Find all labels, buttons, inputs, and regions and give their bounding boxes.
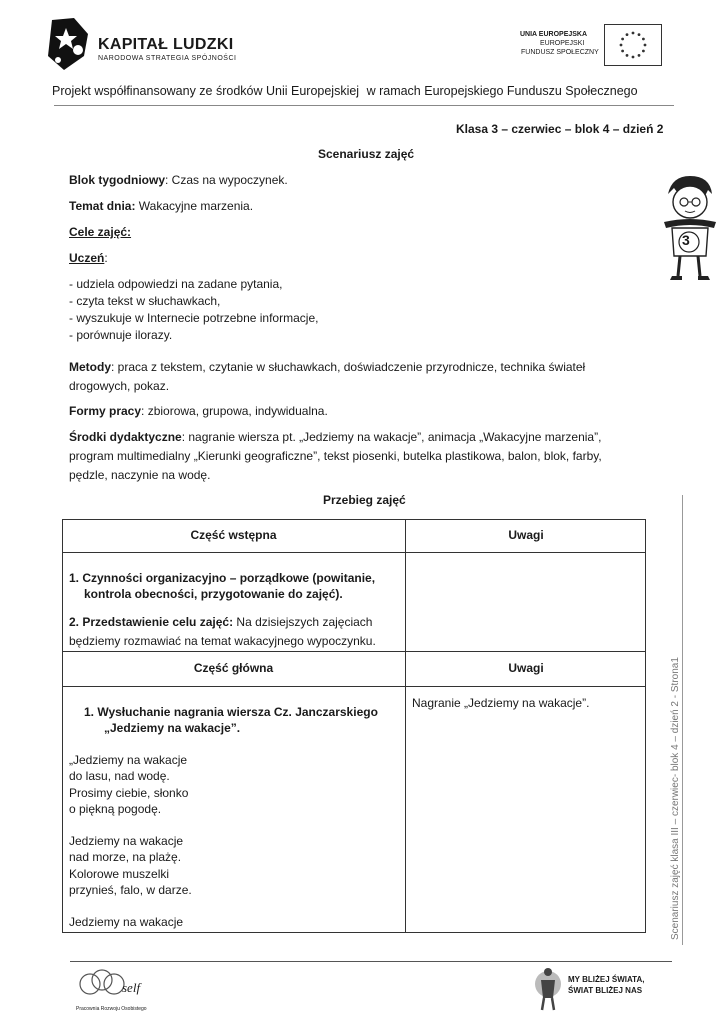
main-note: Nagranie „Jedziemy na wakacje”.	[412, 696, 590, 710]
item1-line1: 1. Czynności organizacyjno – porządkowe (powitanie,	[69, 571, 376, 585]
table-row-divider	[62, 552, 646, 553]
poem-line: Kolorowe muszelki	[69, 866, 170, 881]
blok-label: Blok tygodniowy	[69, 173, 165, 187]
poem-line: Jedziemy na wakacje	[69, 834, 184, 849]
uczen	[69, 250, 108, 267]
srodki-line3: pędzle, naczynie na wodę.	[69, 468, 211, 482]
class-line: Klasa 3 – czerwiec – blok 4 – dzień 2	[456, 122, 664, 136]
blok-tygodniowy	[69, 172, 288, 189]
metody-line1: : praca z tekstem, czytanie w słuchawkach, doświadczenie przyrodnicze, technika świateł	[111, 360, 586, 374]
poem	[69, 752, 192, 931]
temat-value: Wakacyjne marzenia.	[135, 199, 254, 213]
formy-value: : zbiorowa, grupowa, indywidualna.	[141, 404, 328, 418]
kapital-ludzki-emblem-icon	[44, 16, 94, 72]
formy-pracy	[69, 403, 328, 420]
header-uwagi-2: Uwagi	[508, 661, 544, 675]
poem-line: Prosimy ciebie, słonko	[69, 785, 189, 800]
side-rule	[682, 495, 683, 945]
poem-line: przynieś, falo, w darze.	[69, 883, 192, 898]
mascot-number: 3	[682, 232, 690, 248]
self-logo-sub: Pracownia Rozwoju Osobistego	[76, 1006, 147, 1012]
eu-label-fund: FUNDUSZ SPOŁECZNY	[521, 49, 599, 56]
globe-person-icon	[533, 964, 563, 1012]
poem-line: do lasu, nad wodę.	[69, 769, 170, 784]
side-footer-text: Scenariusz zajęć klasa III – czerwiec- blok 4 – dzień 2 - Strona1	[670, 657, 681, 940]
header-divider	[54, 105, 674, 106]
srodki-line1: : nagranie wiersza pt. „Jedziemy na wakacje”, animacja „Wakacyjne marzenia”,	[181, 430, 602, 444]
cele-item: - wyszukuje w Internecie potrzebne informacje,	[69, 311, 319, 325]
cele-item: - udziela odpowiedzi na zadane pytania,	[69, 277, 283, 291]
kapital-ludzki-title: KAPITAŁ LUDZKI	[98, 36, 234, 53]
table-column-divider	[405, 519, 406, 933]
poem-line: „Jedziemy na wakacje	[69, 753, 188, 767]
metody-label: Metody	[69, 360, 111, 374]
temat-dnia	[69, 198, 253, 215]
main1-line2: „Jedziemy na wakacje”.	[104, 721, 241, 735]
item2-text1: Na dzisiejszych zajęciach	[233, 615, 373, 629]
poem-line	[69, 817, 192, 833]
item2-text2: będziemy rozmawiać na temat wakacyjnego wypoczynku.	[69, 634, 376, 648]
cele-list	[69, 276, 318, 344]
header-uwagi-1: Uwagi	[508, 528, 544, 542]
kapital-ludzki-subtitle: NARODOWA STRATEGIA SPÓJNOŚCI	[98, 55, 237, 62]
footer-divider	[70, 961, 672, 962]
cele-item: - porównuje ilorazy.	[69, 328, 173, 342]
self-logo	[76, 966, 156, 1014]
poem-line: o piękną pogodę.	[69, 801, 162, 816]
cele-item: - czyta tekst w słuchawkach,	[69, 294, 221, 308]
main1-line1: 1. Wysłuchanie nagrania wiersza Cz. Janczarskiego	[84, 705, 378, 719]
eu-label-european: EUROPEJSKI	[540, 40, 585, 47]
eu-flag-icon	[604, 24, 662, 66]
blok-value: : Czas na wypoczynek.	[165, 173, 288, 187]
srodki-line2: program multimedialny „Kierunki geograficzne”, tekst piosenki, butelka plastikowa, balon, blok, farby,	[69, 449, 602, 463]
temat-label: Temat dnia:	[69, 199, 136, 213]
cele-label: Cele zajęć:	[69, 225, 132, 239]
table-row-divider	[62, 651, 646, 652]
globe-logo	[533, 964, 563, 1012]
header-czesc-glowna: Część główna	[193, 661, 274, 675]
header-czesc-wstepna: Część wstępna	[190, 528, 277, 542]
mascot-illustration	[658, 172, 720, 282]
mascot-boy-icon	[658, 172, 720, 282]
formy-label: Formy pracy	[69, 404, 142, 418]
uczen-colon: :	[104, 251, 108, 265]
project-funding-line	[52, 84, 638, 98]
slogan-line1: MY BLIŻEJ ŚWIATA,	[568, 975, 645, 984]
uczen-label: Uczeń	[69, 251, 105, 265]
poem-line: Jedziemy na wakacje	[69, 915, 184, 930]
item1-line2: kontrola obecności, przygotowanie do zajęć).	[84, 587, 343, 601]
srodki-label: Środki dydaktyczne	[69, 430, 182, 444]
metody-line2: drogowych, pokaz.	[69, 379, 170, 393]
page-title: Scenariusz zajęć	[318, 147, 415, 161]
self-logo-text: self	[122, 980, 141, 995]
eu-label-union: UNIA EUROPEJSKA	[520, 31, 588, 38]
item2	[69, 614, 376, 650]
metody	[69, 359, 585, 395]
item2-label: 2. Przedstawienie celu zajęć:	[69, 615, 234, 629]
project-funding-a: Projekt współfinansowany ze środków Unii Europejskiej	[52, 84, 360, 98]
poem-line	[69, 898, 192, 914]
slogan-line2: ŚWIAT BLIŻEJ NAS	[568, 986, 643, 995]
project-funding-b: w ramach Europejskiego Funduszu Społecznego	[366, 84, 638, 98]
self-logo-icon	[76, 966, 156, 1006]
table-row-divider	[62, 686, 646, 687]
kapital-ludzki-logo	[44, 16, 94, 72]
srodki-dydaktyczne	[69, 429, 602, 484]
przebieg-heading: Przebieg zajęć	[323, 493, 406, 507]
poem-line: nad morze, na plażę.	[69, 850, 182, 865]
